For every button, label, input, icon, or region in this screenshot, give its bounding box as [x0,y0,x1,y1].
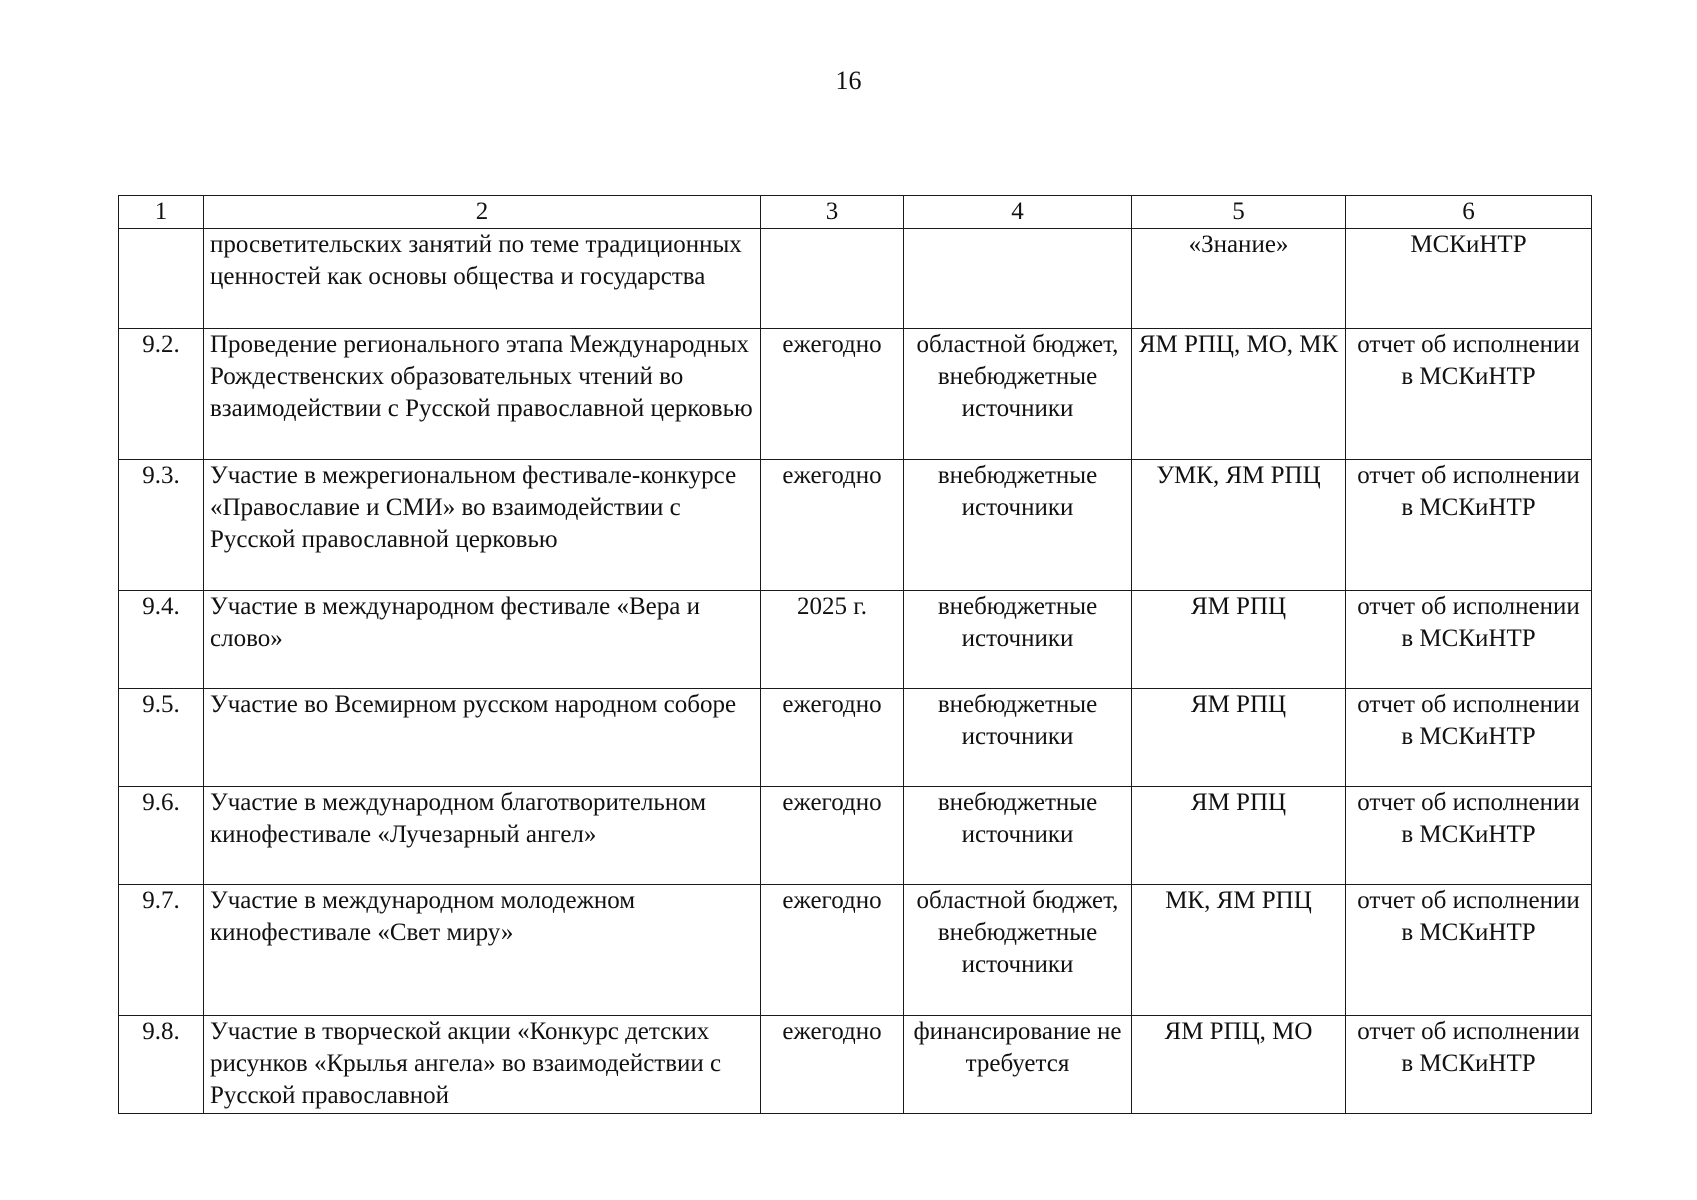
row-activity: Участие в творческой акции «Конкурс детских рисунков «Крылья ангела» во взаимодействии с Русской православной [204,1016,761,1114]
row-result: МСКиНТР [1346,229,1592,329]
row-term: ежегодно [761,329,904,460]
row-term: ежегодно [761,1016,904,1114]
row-term: 2025 г. [761,591,904,689]
row-executor: МК, ЯМ РПЦ [1132,885,1346,1016]
row-funding-source: областной бюджет, внебюджетные источники [904,885,1132,1016]
row-result: отчет об исполнении в МСКиНТР [1346,787,1592,885]
header-cell-4: 4 [904,196,1132,229]
row-result: отчет об исполнении в МСКиНТР [1346,591,1592,689]
row-funding-source: областной бюджет, внебюджетные источники [904,329,1132,460]
table-row [119,460,1592,591]
table-row [119,229,1592,329]
row-executor: ЯМ РПЦ [1132,689,1346,787]
row-term: ежегодно [761,885,904,1016]
row-funding-source: внебюджетные источники [904,460,1132,591]
row-funding-source: внебюджетные источники [904,689,1132,787]
plan-table [118,195,1592,1114]
row-activity: Участие в межрегиональном фестивале-конкурсе «Православие и СМИ» во взаимодействии с Русской православной церковью [204,460,761,591]
row-executor: ЯМ РПЦ, МО, МК [1132,329,1346,460]
header-cell-5: 5 [1132,196,1346,229]
row-result: отчет об исполнении в МСКиНТР [1346,329,1592,460]
row-activity: Участие в международном фестивале «Вера и слово» [204,591,761,689]
row-number: 9.6. [119,787,204,885]
page-number: 16 [835,66,862,95]
row-activity: Участие в международном благотворительном кинофестивале «Лучезарный ангел» [204,787,761,885]
row-number: 9.4. [119,591,204,689]
row-activity: Участие во Всемирном русском народном соборе [204,689,761,787]
row-number: 9.2. [119,329,204,460]
row-result: отчет об исполнении в МСКиНТР [1346,1016,1592,1114]
row-result: отчет об исполнении в МСКиНТР [1346,689,1592,787]
row-funding-source: финансирование не требуется [904,1016,1132,1114]
row-executor: ЯМ РПЦ [1132,591,1346,689]
row-funding-source: внебюджетные источники [904,787,1132,885]
row-funding-source [904,229,1132,329]
row-activity: просветительских занятий по теме традиционных ценностей как основы общества и государства [204,229,761,329]
row-result: отчет об исполнении в МСКиНТР [1346,460,1592,591]
table-row [119,329,1592,460]
row-number: 9.5. [119,689,204,787]
row-number: 9.7. [119,885,204,1016]
row-activity: Проведение регионального этапа Международных Рождественских образовательных чтений во взаимодействии с Русской православной церковью [204,329,761,460]
table-row [119,1016,1592,1114]
row-executor: УМК, ЯМ РПЦ [1132,460,1346,591]
table-row [119,689,1592,787]
row-number: 9.3. [119,460,204,591]
table-row [119,591,1592,689]
header-cell-3: 3 [761,196,904,229]
row-executor: ЯМ РПЦ, МО [1132,1016,1346,1114]
table-row [119,787,1592,885]
table-row [119,885,1592,1016]
row-executor: «Знание» [1132,229,1346,329]
row-funding-source: внебюджетные источники [904,591,1132,689]
table-header-row [119,196,1592,229]
row-number [119,229,204,329]
row-result: отчет об исполнении в МСКиНТР [1346,885,1592,1016]
row-term: ежегодно [761,787,904,885]
row-term: ежегодно [761,689,904,787]
row-executor: ЯМ РПЦ [1132,787,1346,885]
header-cell-6: 6 [1346,196,1592,229]
row-activity: Участие в международном молодежном кинофестивале «Свет миру» [204,885,761,1016]
row-term: ежегодно [761,460,904,591]
header-cell-2: 2 [204,196,761,229]
header-cell-1: 1 [119,196,204,229]
row-number: 9.8. [119,1016,204,1114]
row-term [761,229,904,329]
